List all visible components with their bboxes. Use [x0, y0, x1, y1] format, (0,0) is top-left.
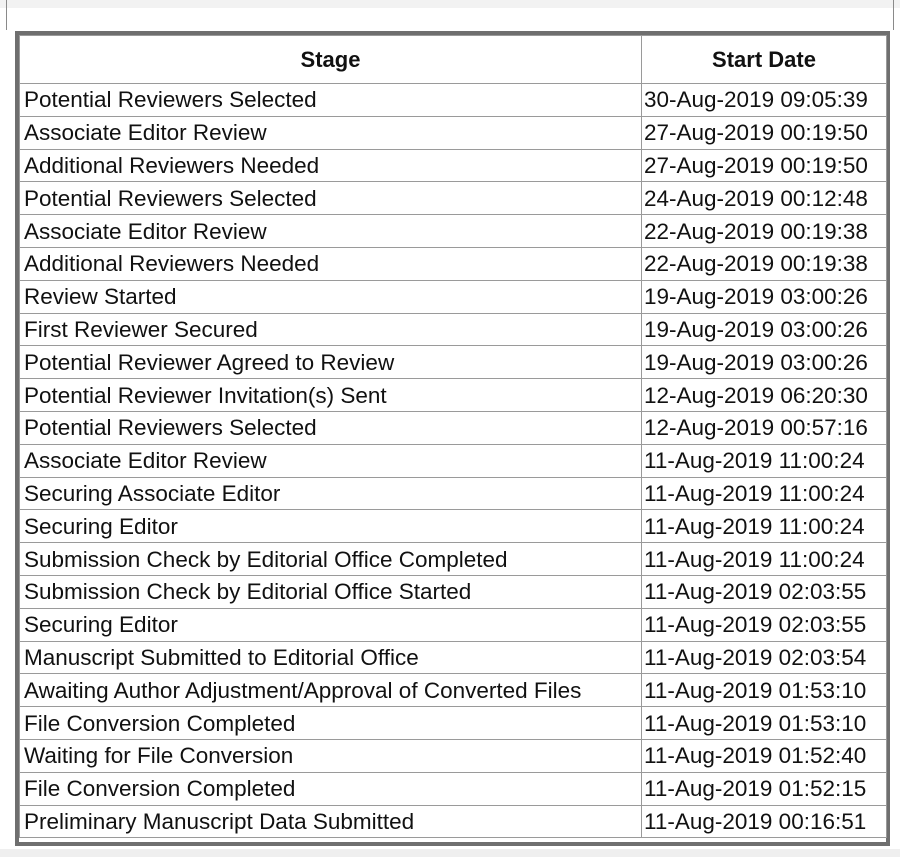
table-row [20, 84, 887, 117]
table-row [20, 444, 887, 477]
stage-cell: Associate Editor Review [20, 116, 642, 149]
top-edge [0, 0, 900, 8]
table-row [20, 149, 887, 182]
table-row [20, 477, 887, 510]
start-date-cell: 11-Aug-2019 11:00:24 [642, 543, 887, 576]
table-row [20, 510, 887, 543]
start-date-cell: 11-Aug-2019 02:03:55 [642, 575, 887, 608]
stage-cell: Additional Reviewers Needed [20, 247, 642, 280]
start-date-cell: 27-Aug-2019 00:19:50 [642, 149, 887, 182]
stage-cell: Potential Reviewer Invitation(s) Sent [20, 379, 642, 412]
start-date-cell: 11-Aug-2019 11:00:24 [642, 477, 887, 510]
start-date-cell: 11-Aug-2019 00:16:51 [642, 805, 887, 838]
start-date-cell: 27-Aug-2019 00:19:50 [642, 116, 887, 149]
table-row [20, 116, 887, 149]
stage-cell: Associate Editor Review [20, 215, 642, 248]
table-row [20, 674, 887, 707]
table-body [20, 84, 887, 838]
start-date-cell: 11-Aug-2019 01:53:10 [642, 707, 887, 740]
stage-cell: Preliminary Manuscript Data Submitted [20, 805, 642, 838]
frame-left-rule [6, 0, 7, 30]
stage-cell: Associate Editor Review [20, 444, 642, 477]
table-row [20, 379, 887, 412]
stage-cell: Submission Check by Editorial Office Started [20, 575, 642, 608]
stage-cell: Manuscript Submitted to Editorial Office [20, 641, 642, 674]
stage-cell: Securing Editor [20, 608, 642, 641]
start-date-cell: 12-Aug-2019 00:57:16 [642, 411, 887, 444]
stage-cell: File Conversion Completed [20, 772, 642, 805]
start-date-cell: 11-Aug-2019 01:52:15 [642, 772, 887, 805]
table-row [20, 575, 887, 608]
bottom-edge [0, 849, 900, 857]
stage-cell: Waiting for File Conversion [20, 739, 642, 772]
table-row [20, 543, 887, 576]
start-date-cell: 19-Aug-2019 03:00:26 [642, 280, 887, 313]
start-date-cell: 11-Aug-2019 11:00:24 [642, 510, 887, 543]
start-date-cell: 12-Aug-2019 06:20:30 [642, 379, 887, 412]
table-row [20, 411, 887, 444]
start-date-cell: 19-Aug-2019 03:00:26 [642, 346, 887, 379]
stage-cell: Potential Reviewers Selected [20, 84, 642, 117]
stage-cell: Additional Reviewers Needed [20, 149, 642, 182]
start-date-cell: 11-Aug-2019 11:00:24 [642, 444, 887, 477]
table-header-row [20, 36, 887, 84]
start-date-cell: 22-Aug-2019 00:19:38 [642, 215, 887, 248]
stage-cell: Potential Reviewers Selected [20, 411, 642, 444]
stage-cell: Review Started [20, 280, 642, 313]
table-row [20, 608, 887, 641]
frame-right-rule [893, 0, 894, 30]
stage-cell: File Conversion Completed [20, 707, 642, 740]
start-date-cell: 19-Aug-2019 03:00:26 [642, 313, 887, 346]
table-row [20, 641, 887, 674]
table-row [20, 182, 887, 215]
table-row [20, 772, 887, 805]
start-date-cell: 30-Aug-2019 09:05:39 [642, 84, 887, 117]
stage-history-table [19, 35, 887, 838]
stage-history-table-frame [15, 31, 890, 846]
table-row [20, 313, 887, 346]
start-date-cell: 11-Aug-2019 01:53:10 [642, 674, 887, 707]
table-row [20, 346, 887, 379]
column-header-stage: Stage [20, 36, 642, 84]
column-header-start-date: Start Date [642, 36, 887, 84]
stage-cell: Potential Reviewers Selected [20, 182, 642, 215]
stage-cell: Submission Check by Editorial Office Completed [20, 543, 642, 576]
start-date-cell: 11-Aug-2019 02:03:55 [642, 608, 887, 641]
start-date-cell: 24-Aug-2019 00:12:48 [642, 182, 887, 215]
table-row [20, 215, 887, 248]
start-date-cell: 11-Aug-2019 02:03:54 [642, 641, 887, 674]
stage-cell: Securing Associate Editor [20, 477, 642, 510]
stage-cell: Securing Editor [20, 510, 642, 543]
start-date-cell: 11-Aug-2019 01:52:40 [642, 739, 887, 772]
start-date-cell: 22-Aug-2019 00:19:38 [642, 247, 887, 280]
table-row [20, 707, 887, 740]
table-row [20, 247, 887, 280]
stage-cell: First Reviewer Secured [20, 313, 642, 346]
table-row [20, 805, 887, 838]
table-row [20, 739, 887, 772]
stage-cell: Potential Reviewer Agreed to Review [20, 346, 642, 379]
stage-cell: Awaiting Author Adjustment/Approval of Converted Files [20, 674, 642, 707]
table-row [20, 280, 887, 313]
